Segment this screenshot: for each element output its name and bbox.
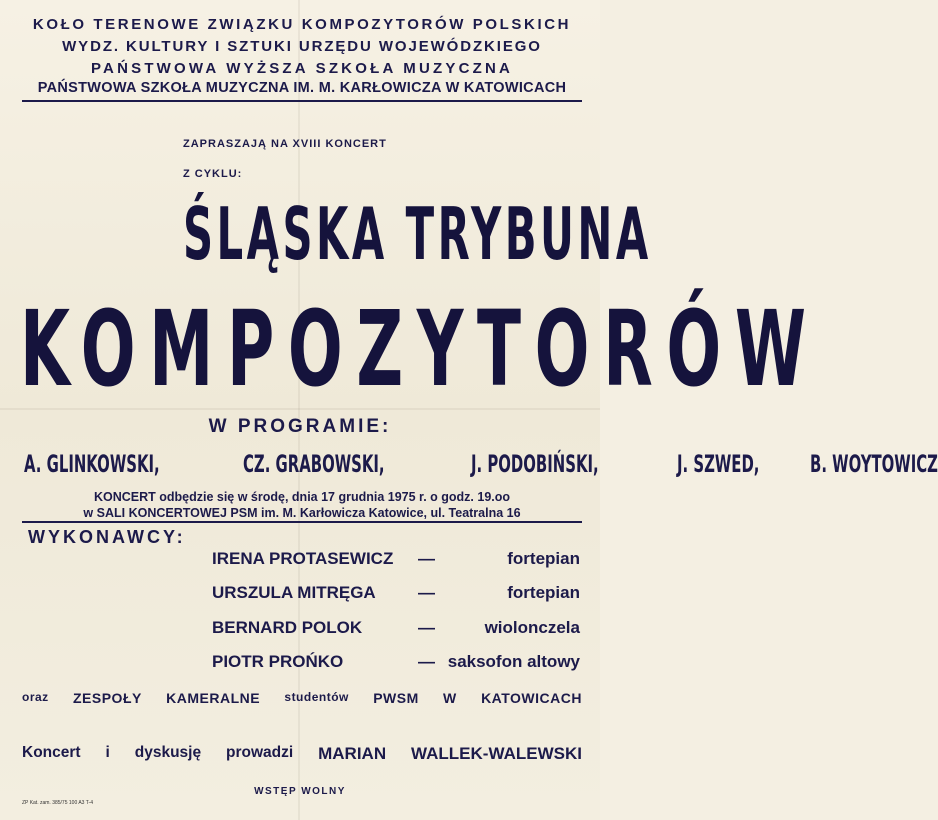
ensembles-word: studentów (284, 690, 349, 704)
performers-heading: WYKONAWCY: (28, 527, 186, 547)
printer-note: ZP Kat. zam. 385/75 100 A3 T-4 (22, 800, 93, 806)
title-line-1: ŚLĄSKA TRYBUNA (183, 192, 652, 276)
host-line (22, 744, 582, 764)
composer-2: CZ. GRABOWSKI, (242, 450, 385, 478)
composer-list (24, 450, 938, 478)
host-word: WALLEK-WALEWSKI (411, 744, 582, 763)
performer-name: IRENA PROTASEWICZ (212, 549, 394, 568)
header-line-3: PAŃSTWOWA WYŻSZA SZKOŁA MUZYCZNA (90, 60, 514, 77)
series-label: Z CYKLU: (183, 168, 243, 180)
host-word: prowadzi (226, 744, 294, 761)
ensembles-word: ZESPOŁY (72, 690, 142, 706)
performer-name: URSZULA MITRĘGA (212, 583, 376, 602)
header-underline (22, 100, 582, 102)
ensembles-word: oraz (22, 690, 49, 704)
invite-line: ZAPRASZAJĄ NA XVIII KONCERT (183, 138, 387, 150)
free-entry: WSTĘP WOLNY (254, 786, 346, 797)
performer-dash: — (418, 549, 435, 568)
performer-name: PIOTR PROŃKO (212, 652, 344, 671)
performer-instrument: saksofon altowy (447, 652, 580, 671)
composer-5: B. WOYTOWICZ (810, 450, 938, 478)
composer-4: J. SZWED, (677, 450, 760, 478)
ensembles-word: W (443, 690, 457, 706)
composer-3: J. PODOBIŃSKI, (471, 450, 599, 478)
performer-instrument: wiolonczela (484, 618, 580, 637)
ensembles-word: PWSM (373, 690, 419, 706)
composer-1: A. GLINKOWSKI, (24, 450, 160, 478)
concert-venue-line: w SALI KONCERTOWEJ PSM im. M. Karłowicza Katowice, ul. Teatralna 16 (83, 506, 521, 520)
performer-dash: — (418, 652, 435, 671)
host-word: i (105, 744, 110, 761)
info-underline (22, 521, 582, 523)
header-line-2: WYDZ. KULTURY I SZTUKI URZĘDU WOJEWÓDZKIEGO (62, 38, 542, 55)
ensembles-word: KATOWICACH (481, 690, 582, 706)
performer-dash: — (418, 583, 435, 602)
ensembles-line (22, 690, 582, 706)
performer-name: BERNARD POLOK (212, 618, 363, 637)
performer-dash: — (418, 618, 435, 637)
host-word: dyskusję (134, 744, 202, 761)
ensembles-word: KAMERALNE (166, 690, 261, 706)
title-line-2: KOMPOZYTORÓW (20, 288, 820, 410)
header-line-1: KOŁO TERENOWE ZWIĄZKU KOMPOZYTORÓW POLSKICH (32, 16, 572, 33)
header-line-4: PAŃSTWOWA SZKOŁA MUZYCZNA IM. M. KARŁOWICZA W KATOWICACH (37, 80, 567, 96)
concert-date-line: KONCERT odbędzie się w środę, dnia 17 grudnia 1975 r. o godz. 19.oo (93, 490, 511, 504)
host-word: MARIAN (318, 744, 387, 763)
host-word: Koncert (22, 744, 81, 761)
performer-instrument: fortepian (507, 583, 580, 602)
performer-instrument: fortepian (507, 549, 580, 568)
program-heading: W PROGRAMIE: (208, 416, 392, 437)
